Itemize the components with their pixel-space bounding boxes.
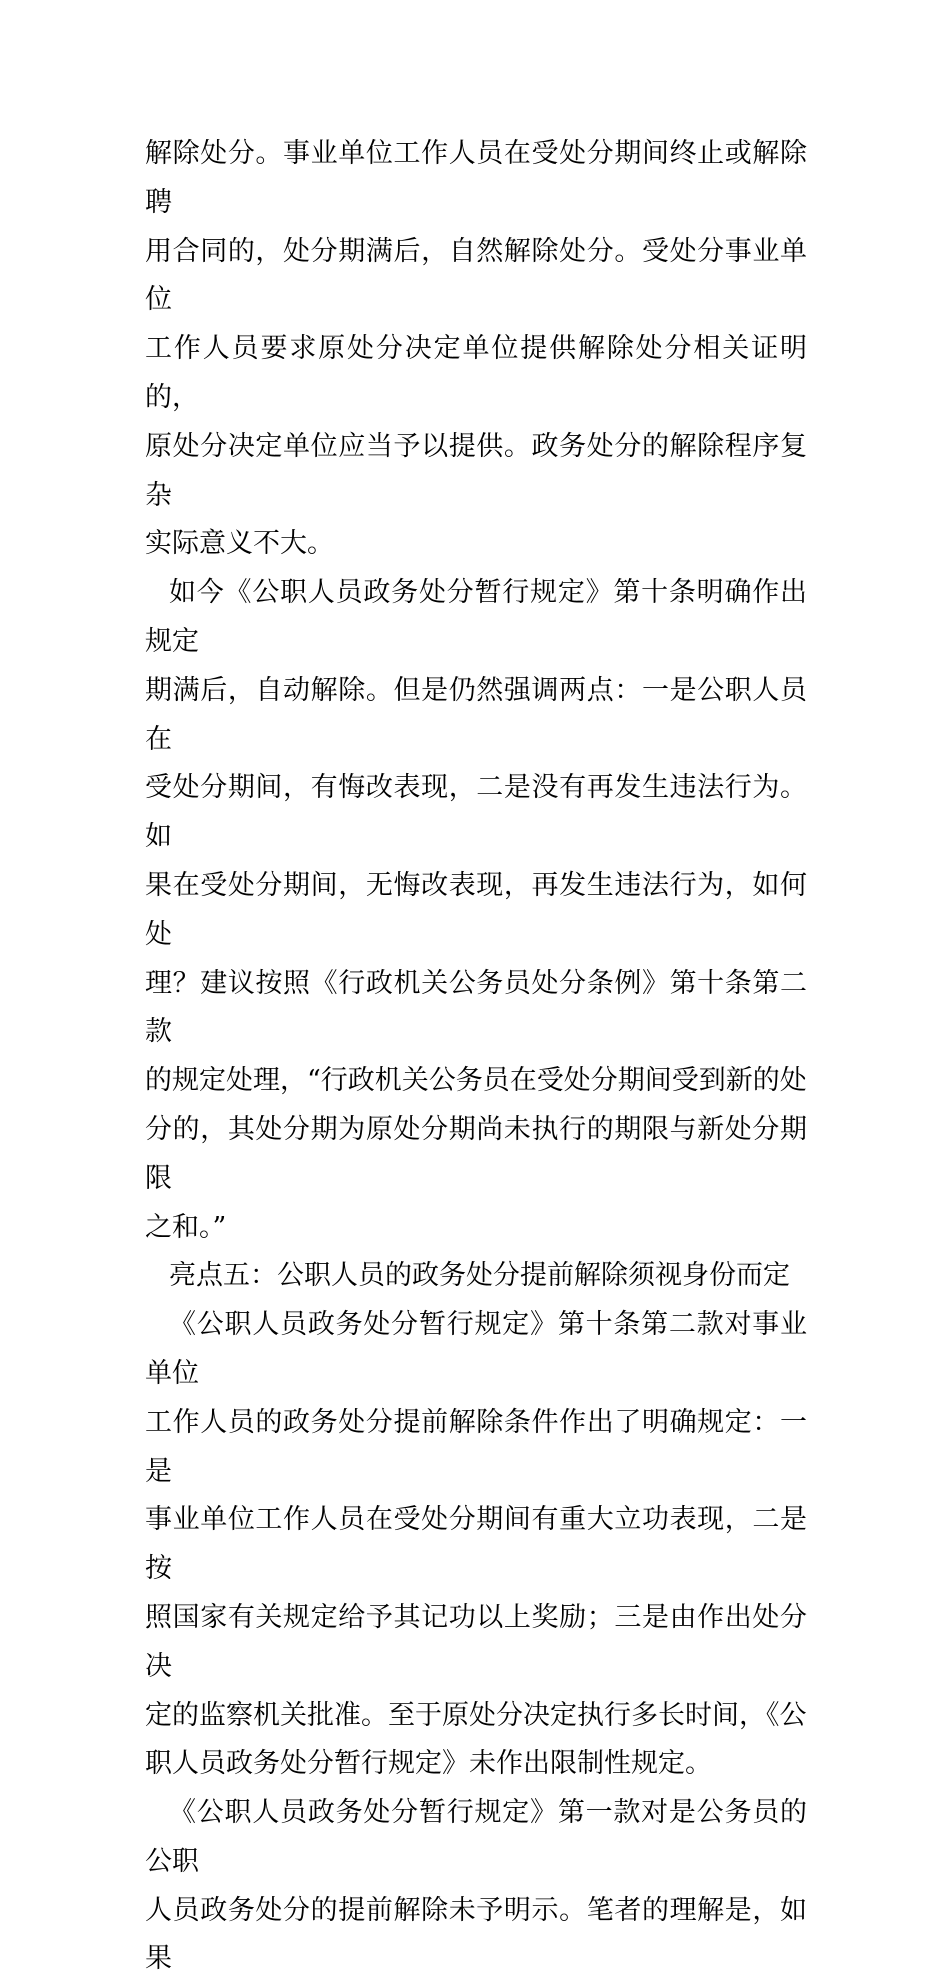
text-line: 照国家有关规定给予其记功以上奖励；三是由作出处分决 (145, 1601, 807, 1682)
text-line: 理？建议按照《行政机关公务员处分条例》第十条第二款 (145, 967, 807, 1048)
paragraph-5 (145, 1789, 807, 1984)
text-line: 用合同的，处分期满后，自然解除处分。受处分事业单位 (145, 235, 807, 316)
paragraph-4 (145, 1301, 807, 1789)
heading-line: 亮点五：公职人员的政务处分提前解除须视身份而定 (169, 1260, 790, 1292)
text-line: 受处分期间，有悔改表现，二是没有再发生违法行为。如 (145, 772, 807, 853)
document-page (145, 130, 807, 1984)
paragraph-2 (145, 569, 807, 1252)
text-line: 《公职人员政务处分暂行规定》第十条第二款对事业单位 (145, 1309, 807, 1389)
text-line: 果在受处分期间，无悔改表现，再发生违法行为，如何处 (145, 869, 807, 950)
text-line: 之和。” (145, 1211, 227, 1243)
text-line: 如今《公职人员政务处分暂行规定》第十条明确作出规定 (145, 577, 807, 657)
text-line: 的规定处理，“行政机关公务员在受处分期间受到新的处 (145, 1065, 807, 1097)
paragraph-1 (145, 130, 807, 569)
text-line: 职人员政务处分暂行规定》未作出限制性规定。 (145, 1748, 712, 1780)
text-line: 《公职人员政务处分暂行规定》第一款对是公务员的公职 (145, 1797, 807, 1877)
section-heading (145, 1252, 807, 1301)
text-line: 实际意义不大。 (145, 528, 334, 560)
text-line: 原处分决定单位应当予以提供。政务处分的解除程序复杂 (145, 430, 807, 511)
text-line: 期满后，自动解除。但是仍然强调两点：一是公职人员在 (145, 674, 807, 755)
text-line: 工作人员的政务处分提前解除条件作出了明确规定：一是 (145, 1406, 807, 1487)
text-line: 事业单位工作人员在受处分期间有重大立功表现，二是按 (145, 1504, 807, 1585)
text-line: 解除处分。事业单位工作人员在受处分期间终止或解除聘 (145, 138, 807, 218)
text-line: 定的监察机关批准。至于原处分决定执行多长时间，《公 (145, 1699, 807, 1731)
text-line: 工作人员要求原处分决定单位提供解除处分相关证明的， (145, 333, 807, 413)
text-line: 分的，其处分期为原处分期尚未执行的期限与新处分期限 (145, 1113, 807, 1194)
text-line: 人员政务处分的提前解除未予明示。笔者的理解是，如果 (145, 1894, 807, 1975)
